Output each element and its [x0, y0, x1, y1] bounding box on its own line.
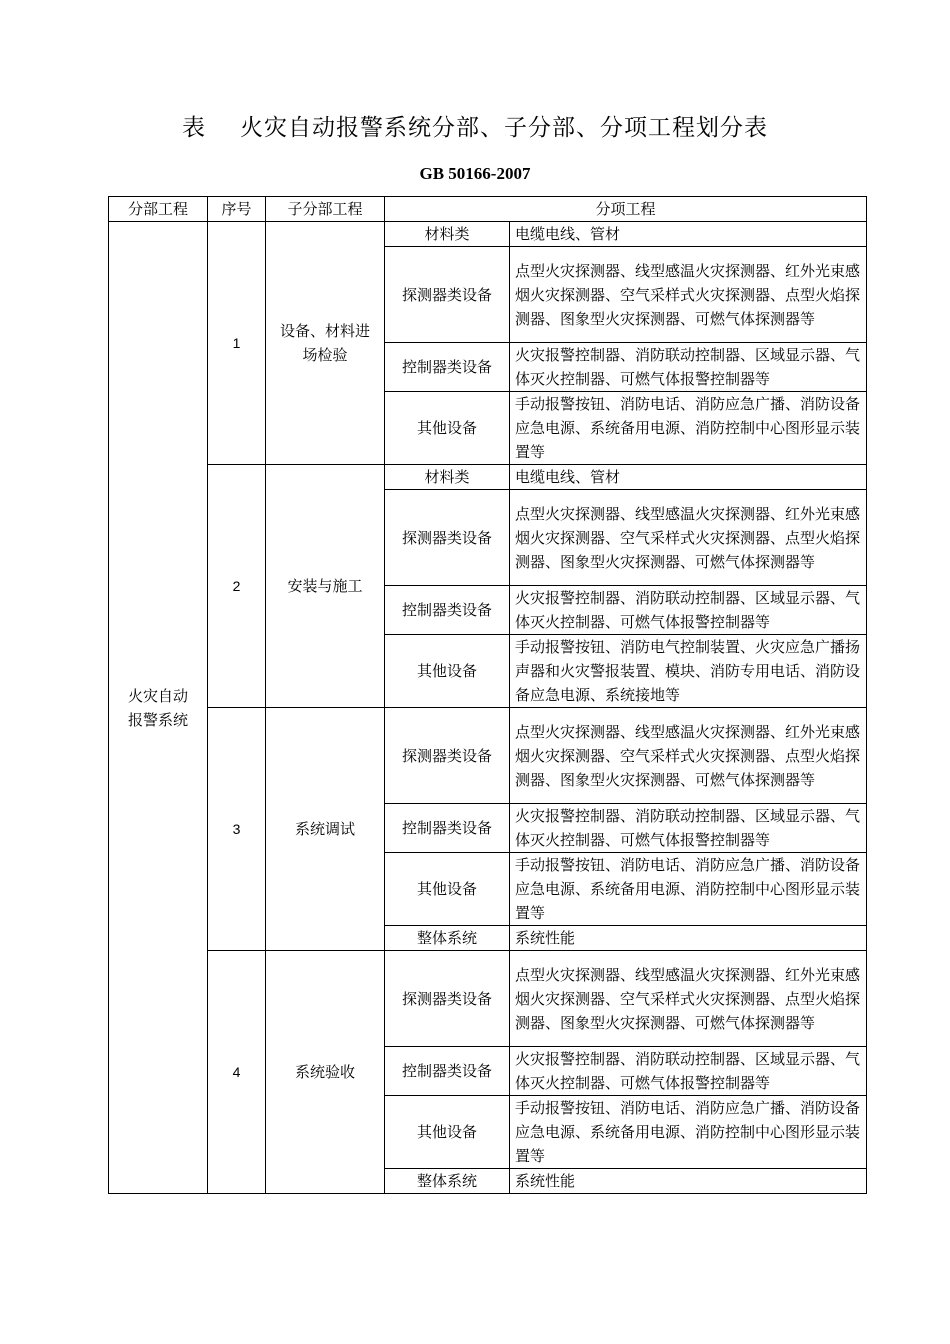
subdivision-cell: 安装与施工 — [266, 465, 385, 708]
item-detail-cell: 电缆电线、管材 — [510, 465, 867, 490]
item-detail-cell: 火灾报警控制器、消防联动控制器、区域显示器、气体灭火控制器、可燃气体报警控制器等 — [510, 804, 867, 853]
item-category-cell: 材料类 — [385, 465, 510, 490]
subdivision-cell: 设备、材料进场检验 — [266, 222, 385, 465]
item-category-cell: 整体系统 — [385, 926, 510, 951]
item-category-cell: 探测器类设备 — [385, 490, 510, 586]
seq-cell: 3 — [208, 708, 266, 951]
item-category-cell: 其他设备 — [385, 853, 510, 926]
standard-code: GB 50166-2007 — [419, 164, 531, 183]
item-detail-cell: 火灾报警控制器、消防联动控制器、区域显示器、气体灭火控制器、可燃气体报警控制器等 — [510, 343, 867, 392]
item-detail-cell: 系统性能 — [510, 1169, 867, 1194]
item-detail-cell: 手动报警按钮、消防电话、消防应急广播、消防设备应急电源、系统备用电源、消防控制中心图形显示装置等 — [510, 1096, 867, 1169]
seq-cell: 1 — [208, 222, 266, 465]
division-table — [108, 196, 867, 1194]
table-row — [109, 222, 867, 247]
item-detail-cell: 手动报警按钮、消防电气控制装置、火灾应急广播扬声器和火灾警报装置、模块、消防专用电话、消防设备应急电源、系统接地等 — [510, 635, 867, 708]
subdivision-cell: 系统调试 — [266, 708, 385, 951]
item-detail-cell: 手动报警按钮、消防电话、消防应急广播、消防设备应急电源、系统备用电源、消防控制中心图形显示装置等 — [510, 853, 867, 926]
item-detail-cell: 点型火灾探测器、线型感温火灾探测器、红外光束感烟火灾探测器、空气采样式火灾探测器、点型火焰探测器、图象型火灾探测器、可燃气体探测器等 — [510, 490, 867, 586]
title-prefix: 表 — [182, 115, 206, 141]
title-text: 火灾自动报警系统分部、子分部、分项工程划分表 — [240, 115, 768, 141]
division-cell: 火灾自动报警系统 — [109, 222, 208, 1194]
item-detail-cell: 点型火灾探测器、线型感温火灾探测器、红外光束感烟火灾探测器、空气采样式火灾探测器、点型火焰探测器、图象型火灾探测器、可燃气体探测器等 — [510, 951, 867, 1047]
seq-cell: 2 — [208, 465, 266, 708]
table-outer-border — [866, 196, 867, 1192]
seq-cell: 4 — [208, 951, 266, 1194]
item-category-cell: 其他设备 — [385, 392, 510, 465]
item-category-cell: 其他设备 — [385, 635, 510, 708]
item-category-cell: 整体系统 — [385, 1169, 510, 1194]
table-row — [109, 951, 867, 1047]
page-title — [0, 108, 950, 148]
header-subdivision: 子分部工程 — [266, 197, 385, 222]
item-category-cell: 探测器类设备 — [385, 247, 510, 343]
item-detail-cell: 系统性能 — [510, 926, 867, 951]
item-detail-cell: 手动报警按钮、消防电话、消防应急广播、消防设备应急电源、系统备用电源、消防控制中心图形显示装置等 — [510, 392, 867, 465]
subdivision-cell: 系统验收 — [266, 951, 385, 1194]
item-category-cell: 控制器类设备 — [385, 1047, 510, 1096]
header-item: 分项工程 — [385, 197, 867, 222]
item-category-cell: 控制器类设备 — [385, 586, 510, 635]
item-detail-cell: 点型火灾探测器、线型感温火灾探测器、红外光束感烟火灾探测器、空气采样式火灾探测器、点型火焰探测器、图象型火灾探测器、可燃气体探测器等 — [510, 247, 867, 343]
header-division: 分部工程 — [109, 197, 208, 222]
table-row — [109, 465, 867, 490]
header-seq: 序号 — [208, 197, 266, 222]
table-body — [109, 222, 867, 1194]
item-category-cell: 材料类 — [385, 222, 510, 247]
item-category-cell: 控制器类设备 — [385, 343, 510, 392]
item-detail-cell: 火灾报警控制器、消防联动控制器、区域显示器、气体灭火控制器、可燃气体报警控制器等 — [510, 586, 867, 635]
header-row — [109, 197, 867, 222]
item-detail-cell: 电缆电线、管材 — [510, 222, 867, 247]
table-row — [109, 708, 867, 804]
item-category-cell: 探测器类设备 — [385, 951, 510, 1047]
item-detail-cell: 点型火灾探测器、线型感温火灾探测器、红外光束感烟火灾探测器、空气采样式火灾探测器、点型火焰探测器、图象型火灾探测器、可燃气体探测器等 — [510, 708, 867, 804]
item-category-cell: 探测器类设备 — [385, 708, 510, 804]
item-category-cell: 控制器类设备 — [385, 804, 510, 853]
item-detail-cell: 火灾报警控制器、消防联动控制器、区域显示器、气体灭火控制器、可燃气体报警控制器等 — [510, 1047, 867, 1096]
item-category-cell: 其他设备 — [385, 1096, 510, 1169]
